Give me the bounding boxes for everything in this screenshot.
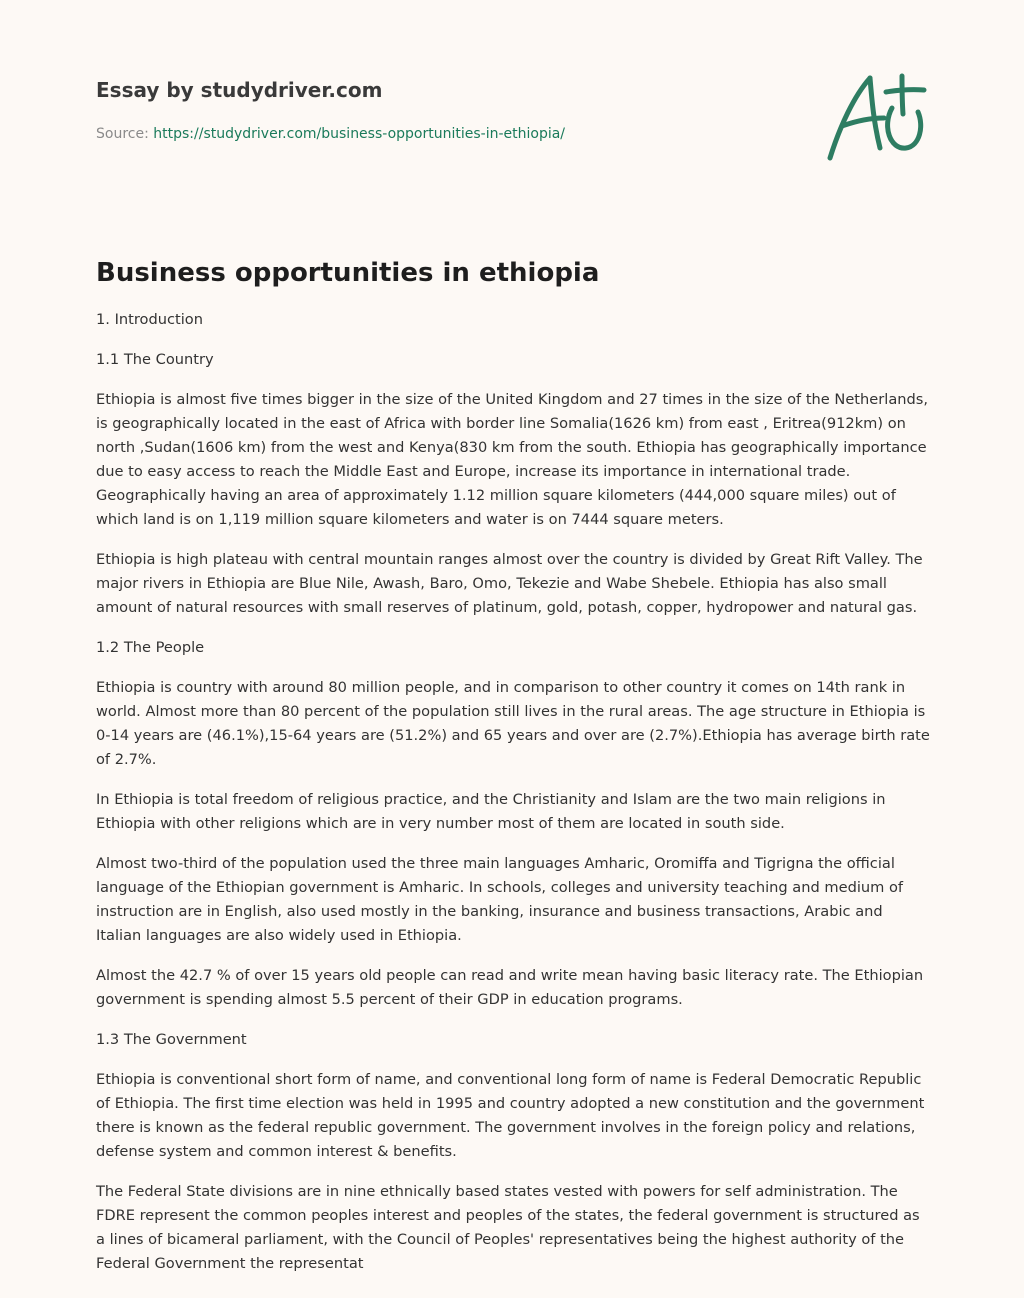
paragraph: 1.1 The Country	[96, 351, 214, 368]
paragraph: 1.3 The Government	[96, 1031, 247, 1048]
article	[96, 252, 932, 1292]
source-label: Source:	[96, 126, 149, 142]
page-title: Business opportunities in ethiopia	[96, 258, 600, 288]
essay-header	[96, 76, 796, 144]
a-plus-icon	[820, 66, 930, 166]
paragraph: 1. Introduction	[96, 311, 203, 328]
source-link[interactable]: https://studydriver.com/business-opportunities-in-ethiopia/	[153, 126, 566, 142]
paragraph: Ethiopia is country with around 80 million people, and in comparison to other country it comes on 14th rank in world. Almost more than 80 percent of the population still lives in the rural areas. The age structure in Ethiopia is 0-14 years are (46.1%),15-64 years are (51.2%) and 65 years and over are (2.7%).Ethiopia has average birth rate of 2.7%.	[96, 679, 930, 768]
source-line	[96, 124, 796, 144]
paragraph: 1.2 The People	[96, 639, 205, 656]
paragraph: The Federal State divisions are in nine ethnically based states vested with powers for self administration. The FDRE represent the common peoples interest and peoples of the states, the federal government is structured as a lines of bicameral parliament, with the Council of Peoples' representatives being the highest authority of the Federal Government the representat	[96, 1183, 920, 1272]
paragraph: Ethiopia is conventional short form of name, and conventional long form of name is Federal Democratic Republic of Ethiopia. The first time election was held in 1995 and country adopted a new constitution and the government there is known as the federal republic government. The government involves in the foreign policy and relations, defense system and common interest & benefits.	[96, 1071, 925, 1160]
paragraph: Ethiopia is almost five times bigger in the size of the United Kingdom and 27 times in the size of the Netherlands, is geographically located in the east of Africa with border line Somalia(1626 km) from east , Eritrea(912km) on north ,Sudan(1606 km) from the west and Kenya(830 km from the south. Ethiopia has geographically importance due to easy access to reach the Middle East and Europe, increase its importance in international trade. Geographically having an area of approximately 1.12 million square kilometers (444,000 square miles) out of which land is on 1,119 million square kilometers and water is on 7444 square meters.	[96, 391, 929, 528]
paragraph: Ethiopia is high plateau with central mountain ranges almost over the country is divided by Great Rift Valley. The major rivers in Ethiopia are Blue Nile, Awash, Baro, Omo, Tekezie and Wabe Shebele. Ethiopia has also small amount of natural resources with small reserves of platinum, gold, potash, copper, hydropower and natural gas.	[96, 551, 923, 616]
essay-by-title: Essay by studydriver.com	[96, 78, 383, 102]
paragraph: Almost the 42.7 % of over 15 years old people can read and write mean having basic literacy rate. The Ethiopian government is spending almost 5.5 percent of their GDP in education programs.	[96, 967, 924, 1008]
paragraph: Almost two-third of the population used the three main languages Amharic, Oromiffa and Tigrigna the official language of the Ethiopian government is Amharic. In schools, colleges and university teaching and medium of instruction are in English, also used mostly in the banking, insurance and business transactions, Arabic and Italian languages are also widely used in Ethiopia.	[96, 855, 904, 944]
paragraph: In Ethiopia is total freedom of religious practice, and the Christianity and Islam are the two main religions in Ethiopia with other religions which are in very number most of them are located in south side.	[96, 791, 886, 832]
